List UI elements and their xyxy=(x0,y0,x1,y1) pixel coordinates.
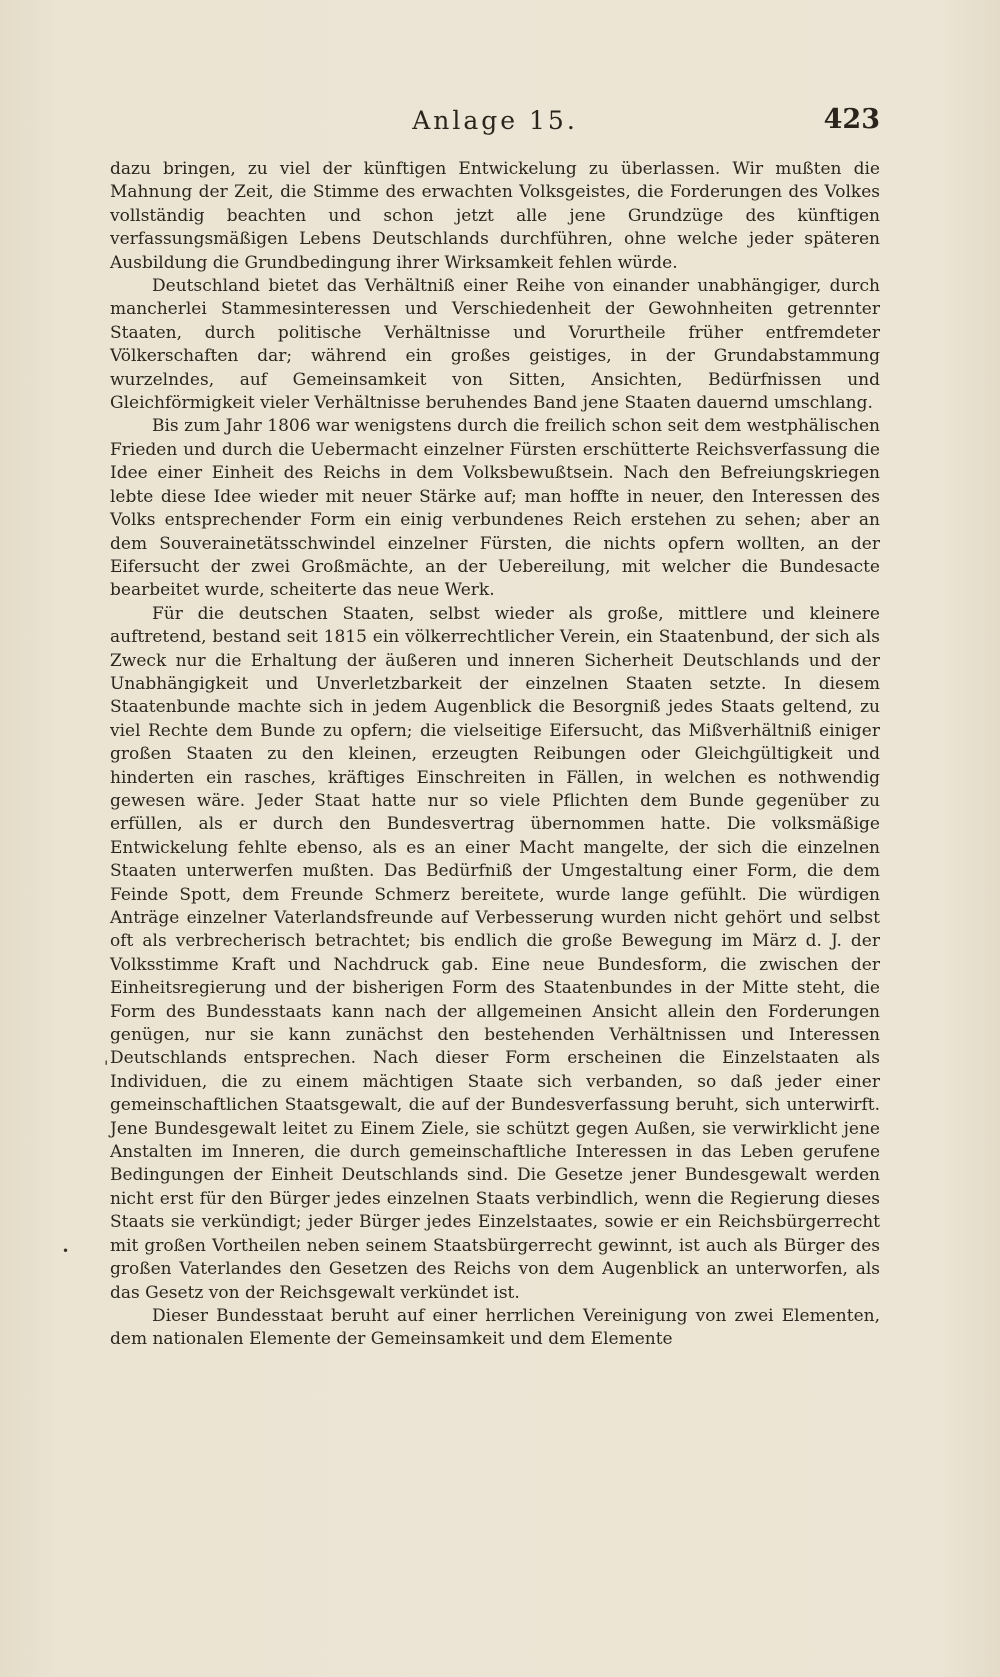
paragraph-4: Für die deutschen Staaten, selbst wieder als große, mittlere und kleinere auftretend, bestand seit 1815 ein völkerrechtlicher Verein, ein Staatenbund, der sich als Zweck nur die Erhaltung der äußeren und inneren Sicherheit Deutschlands und der Unabhängigkeit und Unverletzbarkeit der einzelnen Staaten setzte. In diesem Staatenbunde machte sich in jedem Augenblick die Besorgniß jedes Staats geltend, zu viel Rechte dem Bunde zu opfern; die vielseitige Eifersucht, das Mißverhältniß einiger großen Staaten zu den kleinen, erzeugten Reibungen oder Gleichgültigkeit und hinderten ein rasches, kräftiges Einschreiten in Fällen, in welchen es nothwendig gewesen wäre. Jeder Staat hatte nur so viele Pflichten dem Bunde gegenüber zu erfüllen, als er durch den Bundesvertrag übernommen hatte. Die volksmäßige Entwickelung fehlte ebenso, als es an einer Macht mangelte, der sich die einzelnen Staaten unterwerfen mußten. Das Bedürfniß der Umgestaltung einer Form, die dem Feinde Spott, dem Freunde Schmerz bereitete, wurde lange gefühlt. Die würdigen Anträge einzelner Vaterlandsfreunde auf Verbesserung wurden nicht gehört und selbst oft als verbrecherisch betrachtet; bis endlich die große Bewegung im März d. J. der Volksstimme Kraft und Nachdruck gab. Eine neue Bundesform, die zwischen der Einheitsregierung und der bisherigen Form des Staatenbundes in der Mitte steht, die Form des Bundesstaats kann nach der allgemeinen Ansicht allein den Forderungen genügen, nur sie kann zunächst den bestehenden Verhältnissen und Interessen Deutschlands entsprechen. Nach dieser Form erscheinen die Einzelstaaten als Individuen, die zu einem mächtigen Staate sich verbanden, so daß jeder einer gemeinschaftlichen Staatsgewalt, die auf der Bundesverfassung beruht, sich unterwirft. Jene Bundesgewalt leitet zu Einem Ziele, sie schützt gegen Außen, sie verwirklicht jene Anstalten im Inneren, die durch gemeinschaftliche Interessen in das Leben gerufene Bedingungen der Einheit Deutschlands sind. Die Gesetze jener Bundesgewalt werden nicht erst für den Bürger jedes einzelnen Staats verbindlich, wenn die Regierung dieses Staats sie verkündigt; jeder Bürger jedes Einzelstaates, sowie er ein Reichsbürgerrecht mit großen Vortheilen neben seinem Staatsbürgerrecht gewinnt, ist auch als Bürger des großen Vaterlandes den Gesetzen des Reichs von dem Augenblick an unterworfen, als das Gesetz von der Reichsgewalt verkündet ist. xyxy=(110,603,880,1303)
page-number: 423 xyxy=(823,104,880,135)
paragraph-2: Deutschland bietet das Verhältniß einer Reihe von einander unabhängiger, durch mancherlei Stammesinteressen und Verschiedenheit der Gewohnheiten getrennter Staaten, durch politische Verhältnisse und Vorurtheile früher entfremdeter Völkerschaften dar; während ein großes geistiges, in der Grundabstammung wurzelndes, auf Gemeinsamkeit von Sitten, Ansichten, Bedürfnissen und Gleichförmigkeit vieler Verhältnisse beruhendes Band jene Staaten dauernd umschlang. xyxy=(110,276,880,414)
margin-dot-mark: • xyxy=(62,1244,70,1258)
page-header xyxy=(110,98,880,138)
margin-tick-mark: ' xyxy=(104,1057,109,1076)
paragraph-3: Bis zum Jahr 1806 war wenigstens durch die freilich schon seit dem westphälischen Frieden und durch die Uebermacht einzelner Fürsten erschütterte Reichsverfassung die Idee einer Einheit des Reichs in dem Volksbewußtsein. Nach den Befreiungskriegen lebte diese Idee wieder mit neuer Stärke auf; man hoffte in neuer, den Interessen des Volks entsprechender Form ein einig verbundenes Reich erstehen zu sehen; aber an dem Souverainetätsschwindel einzelner Fürsten, die nichts opfern wollten, an der Eifersucht der zwei Großmächte, an der Uebereilung, mit welcher die Bundesacte bearbeitet wurde, scheiterte das neue Werk. xyxy=(110,416,880,601)
paragraph-1: dazu bringen, zu viel der künftigen Entwickelung zu überlassen. Wir mußten die Mahnung der Zeit, die Stimme des erwachten Volksgeistes, die Forderungen des Volkes vollständig beachten und schon jetzt alle jene Grundzüge des künftigen verfassungsmäßigen Lebens Deutschlands durchführen, ohne welche jeder späteren Ausbildung die Grundbedingung ihrer Wirksamkeit fehlen würde. xyxy=(110,159,880,273)
body-text xyxy=(110,158,880,1352)
paragraph-5: Dieser Bundesstaat beruht auf einer herrlichen Vereinigung von zwei Elementen, dem nationalen Elemente der Gemeinsamkeit und dem Elemente xyxy=(110,1305,880,1350)
running-title: Anlage 15. xyxy=(412,106,578,135)
